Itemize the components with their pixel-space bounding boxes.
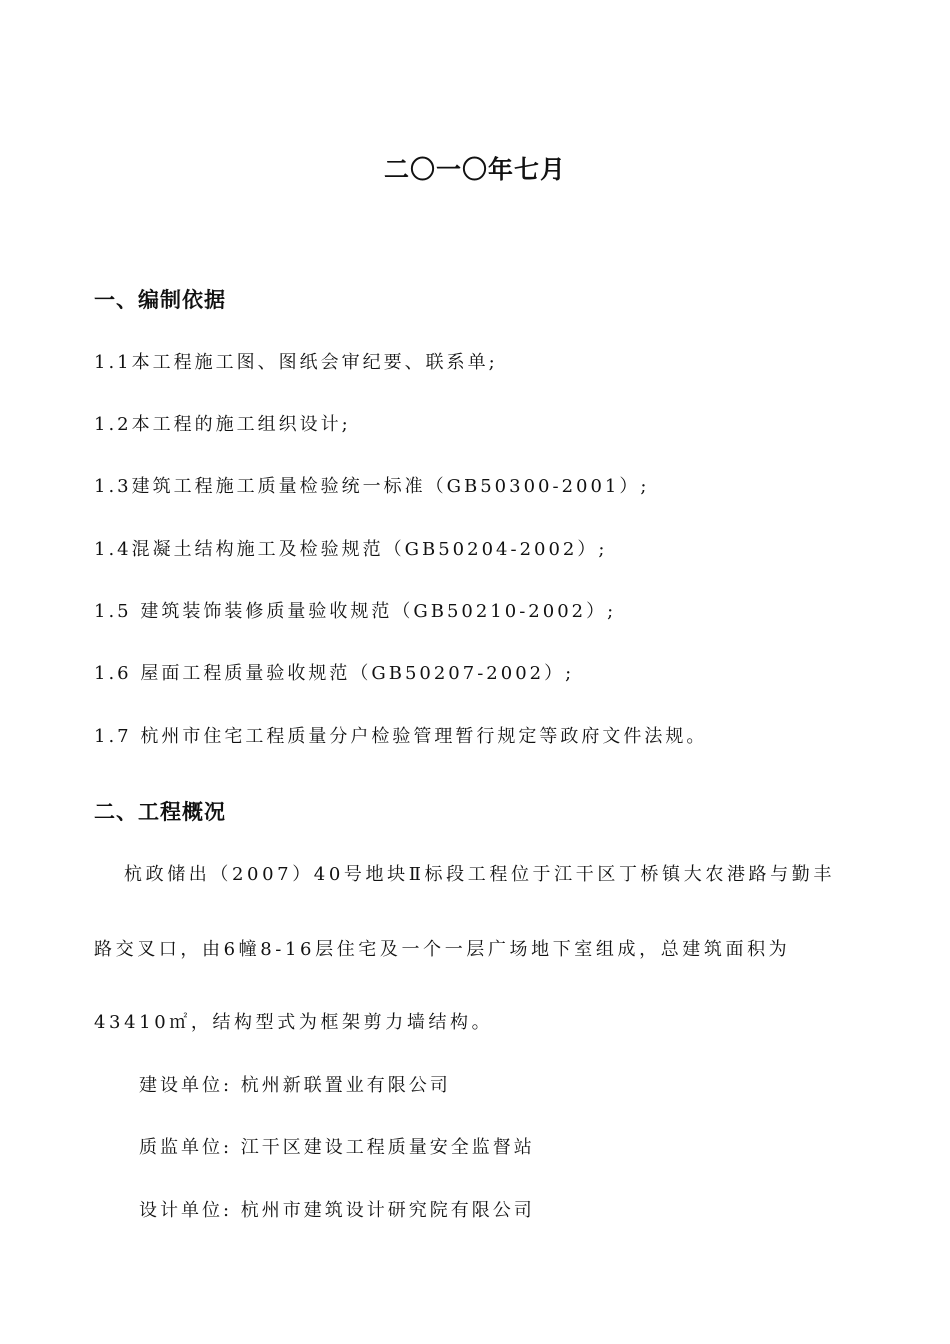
basis-item: 1.6 屋面工程质量验收规范（GB50207-2002）; xyxy=(94,663,575,684)
design-unit: 设计单位: 杭州市建筑设计研究院有限公司 xyxy=(139,1200,535,1221)
date-title: 二〇一〇年七月 xyxy=(383,155,566,184)
basis-item: 1.3建筑工程施工质量检验统一标准（GB50300-2001）; xyxy=(94,476,650,497)
basis-item: 1.5 建筑装饰装修质量验收规范（GB50210-2002）; xyxy=(94,601,617,622)
section-heading-overview: 二、工程概况 xyxy=(94,800,226,824)
basis-item: 1.2本工程的施工组织设计; xyxy=(94,414,351,435)
overview-paragraph-line: 杭政储出（2007）40号地块Ⅱ标段工程位于江干区丁桥镇大农港路与勤丰 xyxy=(124,864,835,885)
basis-item: 1.7 杭州市住宅工程质量分户检验管理暂行规定等政府文件法规。 xyxy=(94,726,708,747)
overview-paragraph-line: 路交叉口，由6幢8-16层住宅及一个一层广场地下室组成，总建筑面积为 xyxy=(94,939,791,960)
section-heading-basis: 一、编制依据 xyxy=(94,288,226,312)
basis-item: 1.4混凝土结构施工及检验规范（GB50204-2002）; xyxy=(94,539,608,560)
basis-item: 1.1本工程施工图、图纸会审纪要、联系单; xyxy=(94,352,498,373)
supervision-unit: 质监单位: 江干区建设工程质量安全监督站 xyxy=(139,1137,535,1158)
construction-unit: 建设单位: 杭州新联置业有限公司 xyxy=(139,1075,451,1096)
overview-paragraph-line: 43410㎡，结构型式为框架剪力墙结构。 xyxy=(94,1012,494,1033)
